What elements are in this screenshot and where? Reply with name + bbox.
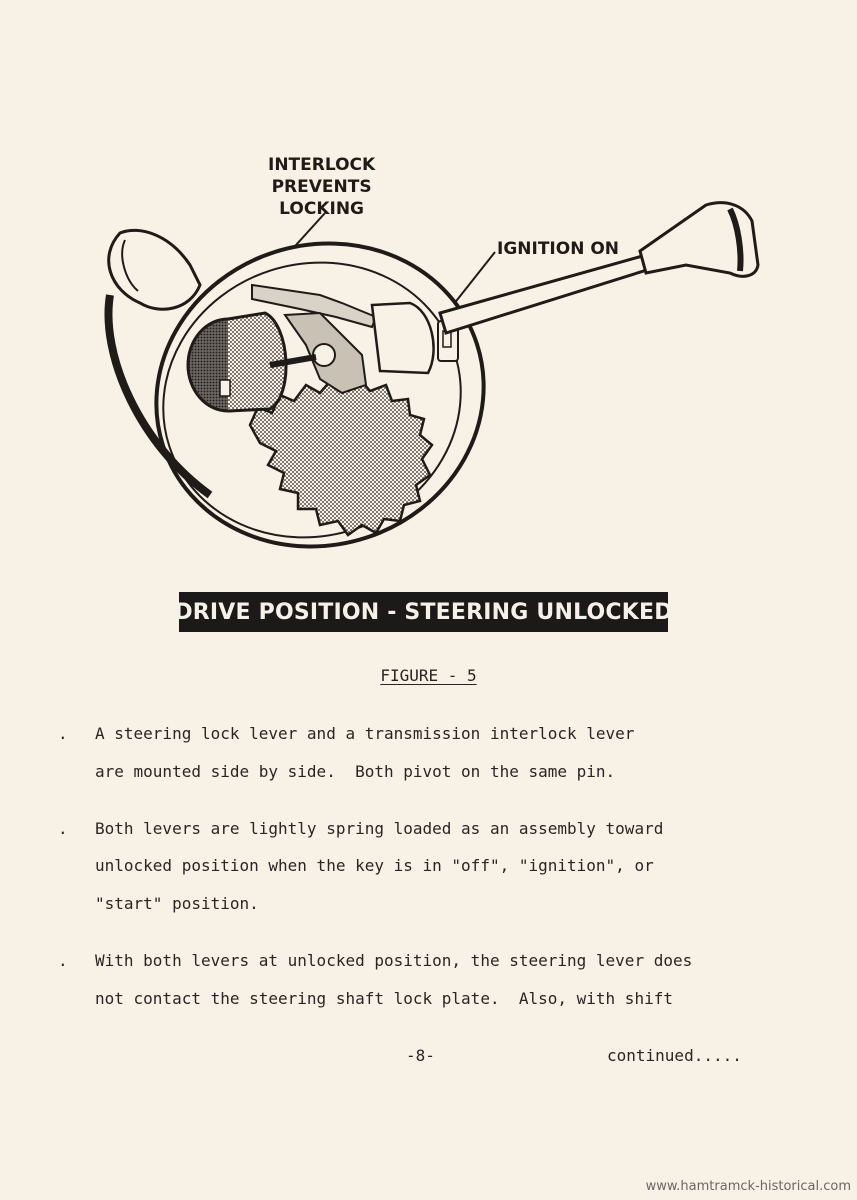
ignition-label: IGNITION ON (497, 239, 620, 259)
body-text-line: With both levers at unlocked position, the steering lever does (95, 951, 693, 970)
body-text-line: Both levers are lightly spring loaded as an assembly toward (95, 819, 664, 838)
key-slot-icon (220, 380, 230, 396)
bullet-marker: . (58, 819, 68, 838)
body-text-line: are mounted side by side. Both pivot on the same pin. (95, 762, 616, 781)
continued-note: continued..... (607, 1046, 742, 1065)
body-text-line: not contact the steering shaft lock plate. Also, with shift (95, 989, 673, 1008)
interlock-label-line: LOCKING (279, 199, 365, 219)
site-watermark: www.hamtramck-historical.com (645, 1179, 851, 1194)
body-text-line: A steering lock lever and a transmission interlock lever (95, 724, 635, 743)
bullet-marker: . (58, 951, 68, 970)
body-text-line: "start" position. (95, 894, 259, 913)
interlock-label-line: PREVENTS (271, 177, 372, 197)
bullet-marker: . (58, 724, 68, 743)
ignition-switch-body (372, 303, 434, 373)
interlock-label-line: INTERLOCK (268, 155, 376, 175)
column-hub (109, 230, 200, 309)
figure-title-banner: DRIVE POSITION - STEERING UNLOCKED (179, 592, 668, 632)
shift-lever-rod (440, 255, 650, 333)
figure-caption: FIGURE - 5 (380, 666, 477, 685)
body-text-line: unlocked position when the key is in "off", "ignition", or (95, 856, 654, 875)
pivot-pin (313, 344, 335, 366)
steering-column-illustration (80, 195, 770, 560)
page-number: -8- (406, 1046, 435, 1065)
